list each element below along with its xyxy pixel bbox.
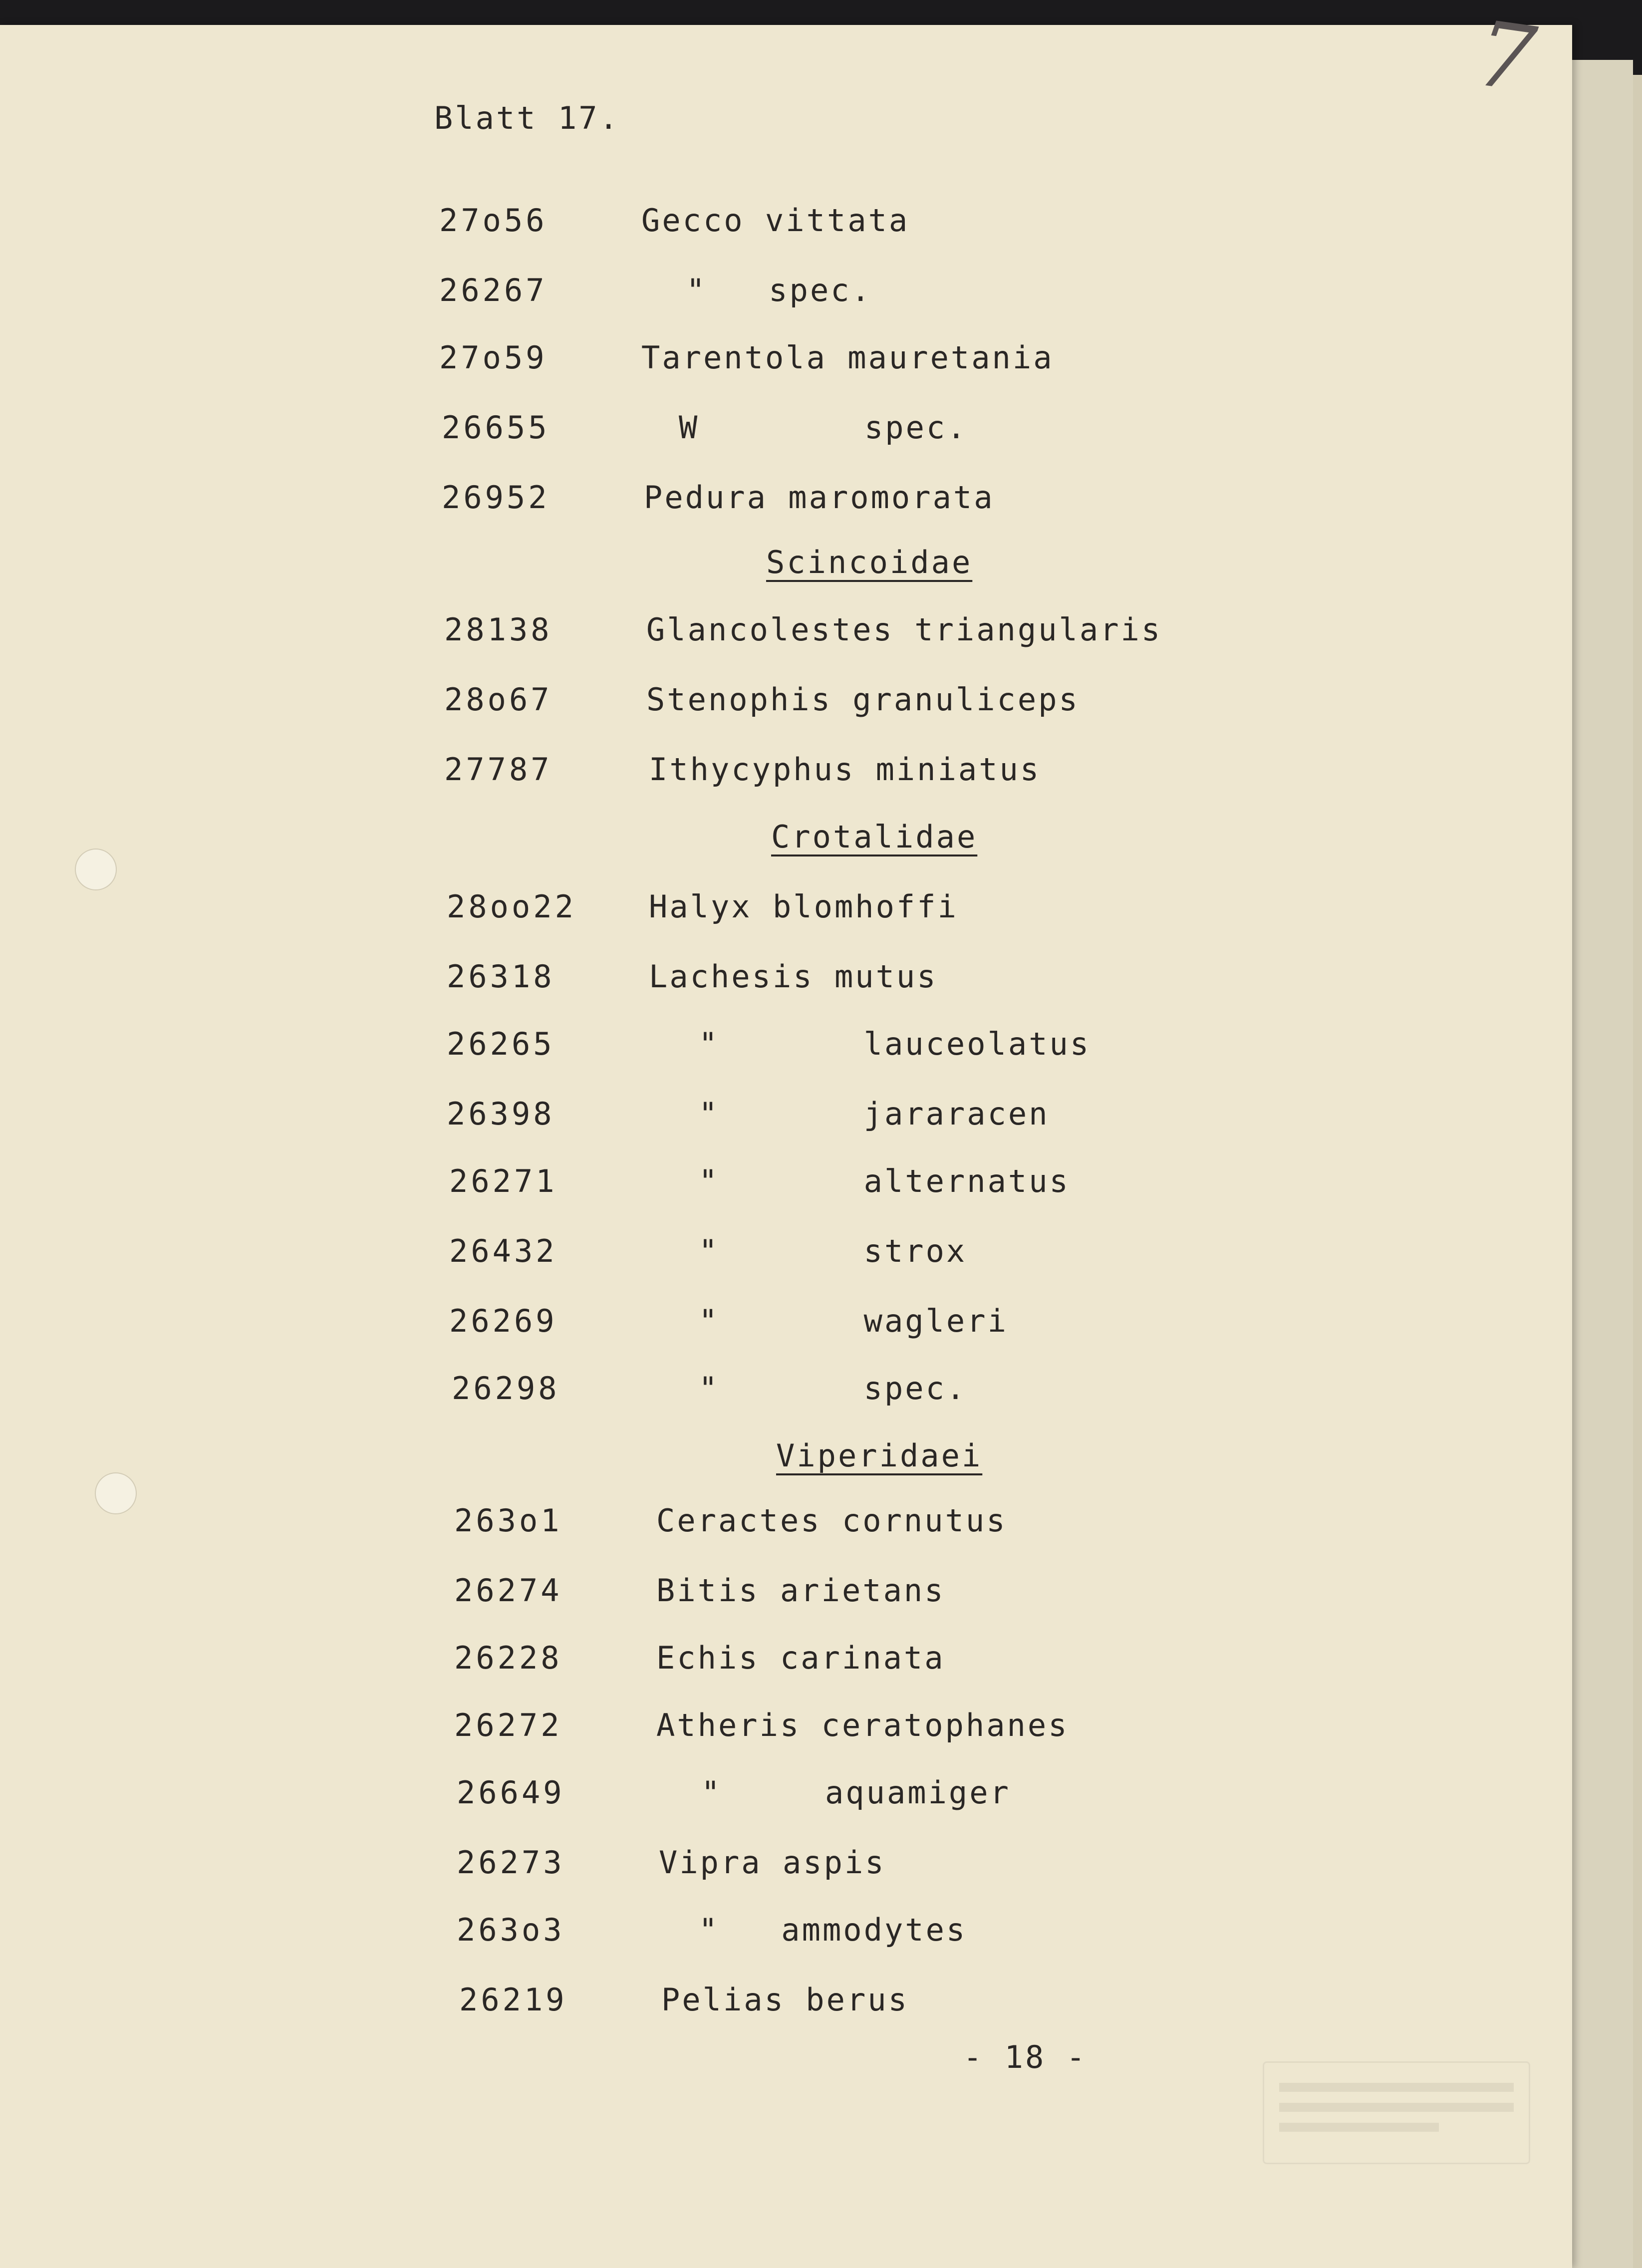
specimen-number: 26432 xyxy=(449,1233,557,1269)
section-heading: Viperidaei xyxy=(776,1437,983,1474)
specimen-number: 26655 xyxy=(442,409,550,446)
specimen-number: 26219 xyxy=(459,1982,567,2018)
species-name: " jararacen xyxy=(699,1096,1050,1132)
punch-hole xyxy=(95,1472,137,1514)
specimen-number: 28138 xyxy=(444,611,552,648)
species-name: Tarentola mauretania xyxy=(641,339,1054,376)
species-name: Halyx blomhoffi xyxy=(649,888,958,925)
page-header: Blatt 17. xyxy=(434,100,620,136)
species-name: Pelias berus xyxy=(661,1982,909,2018)
species-name: Glancolestes triangularis xyxy=(646,611,1162,648)
specimen-number: 26274 xyxy=(454,1572,562,1609)
species-name: Bitis arietans xyxy=(656,1572,945,1609)
species-name: Atheris ceratophanes xyxy=(656,1707,1069,1743)
section-heading: Scincoidae xyxy=(766,544,973,580)
faded-stamp xyxy=(1263,2061,1530,2164)
specimen-number: 27o59 xyxy=(439,339,547,376)
species-name: Ithycyphus miniatus xyxy=(649,751,1041,788)
species-name: Pedura maromorata xyxy=(644,479,995,516)
specimen-number: 26318 xyxy=(447,958,555,995)
species-name: Vipra aspis xyxy=(659,1844,886,1881)
specimen-number: 26649 xyxy=(457,1774,565,1811)
specimen-number: 26267 xyxy=(439,272,547,308)
species-name: " spec. xyxy=(699,1370,967,1407)
specimen-number: 27787 xyxy=(444,751,552,788)
specimen-number: 27o56 xyxy=(439,202,547,239)
specimen-number: 26271 xyxy=(449,1163,557,1199)
specimen-number: 263o1 xyxy=(454,1502,562,1539)
species-name: " spec. xyxy=(686,272,872,308)
species-name: Echis carinata xyxy=(656,1640,945,1676)
specimen-number: 26272 xyxy=(454,1707,562,1743)
punch-hole xyxy=(75,849,117,890)
specimen-number: 263o3 xyxy=(457,1912,565,1948)
species-name: " ammodytes xyxy=(699,1912,967,1948)
species-name: " wagleri xyxy=(699,1303,1008,1339)
page-number: - 18 - xyxy=(963,2039,1087,2075)
species-name: Lachesis mutus xyxy=(649,958,938,995)
specimen-number: 28oo22 xyxy=(447,888,576,925)
specimen-number: 26398 xyxy=(447,1096,555,1132)
species-name: Stenophis granuliceps xyxy=(646,681,1080,718)
species-name: W spec. xyxy=(679,409,968,446)
specimen-number: 26228 xyxy=(454,1640,562,1676)
specimen-number: 26952 xyxy=(442,479,550,516)
specimen-number: 26298 xyxy=(452,1370,560,1407)
species-name: " alternatus xyxy=(699,1163,1070,1199)
species-name: " strox xyxy=(699,1233,967,1269)
handwritten-page-mark: 7 xyxy=(1470,1,1542,113)
species-name: Ceractes cornutus xyxy=(656,1502,1007,1539)
species-name: Gecco vittata xyxy=(641,202,910,239)
specimen-number: 26265 xyxy=(447,1026,555,1062)
specimen-number: 26273 xyxy=(457,1844,565,1881)
species-name: " aquamiger xyxy=(701,1774,1011,1811)
specimen-number: 28o67 xyxy=(444,681,552,718)
specimen-number: 26269 xyxy=(449,1303,557,1339)
species-name: " lauceolatus xyxy=(699,1026,1091,1062)
section-heading: Crotalidae xyxy=(771,819,978,855)
